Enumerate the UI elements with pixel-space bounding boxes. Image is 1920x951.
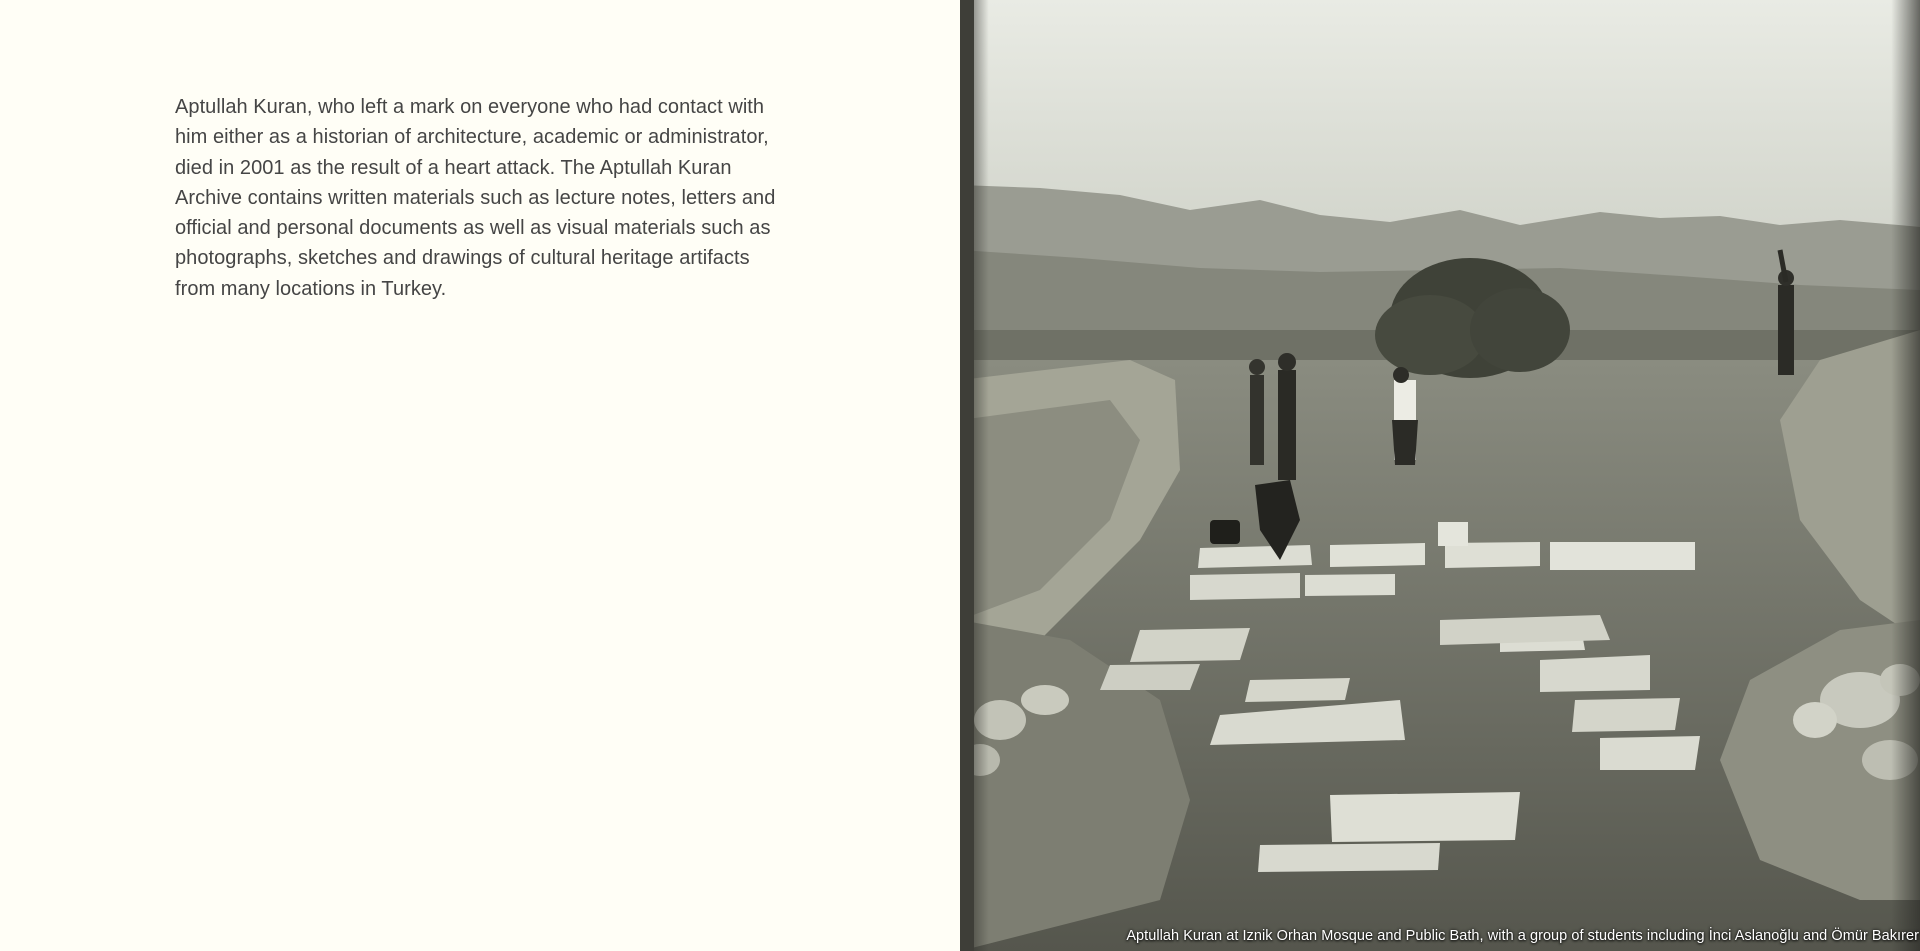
archive-description: Aptullah Kuran, who left a mark on everyone who had contact with him either as a historian of architecture, academic or administrator, died in 2001 as the result of a heart attack. The Aptullah Kuran Archive contains written materials such as lecture notes, letters and official and personal documents as well as visual materials such as photographs, sketches and drawings of cultural heritage artifacts from many locations in Turkey. [175, 96, 776, 300]
photo-caption: Aptullah Kuran at Iznik Orhan Mosque and Public Bath, with a group of students including İnci Aslanoğlu and Ömür Bakırer [1126, 928, 1919, 944]
archive-photo [960, 0, 1920, 951]
photo-image [960, 0, 1920, 951]
